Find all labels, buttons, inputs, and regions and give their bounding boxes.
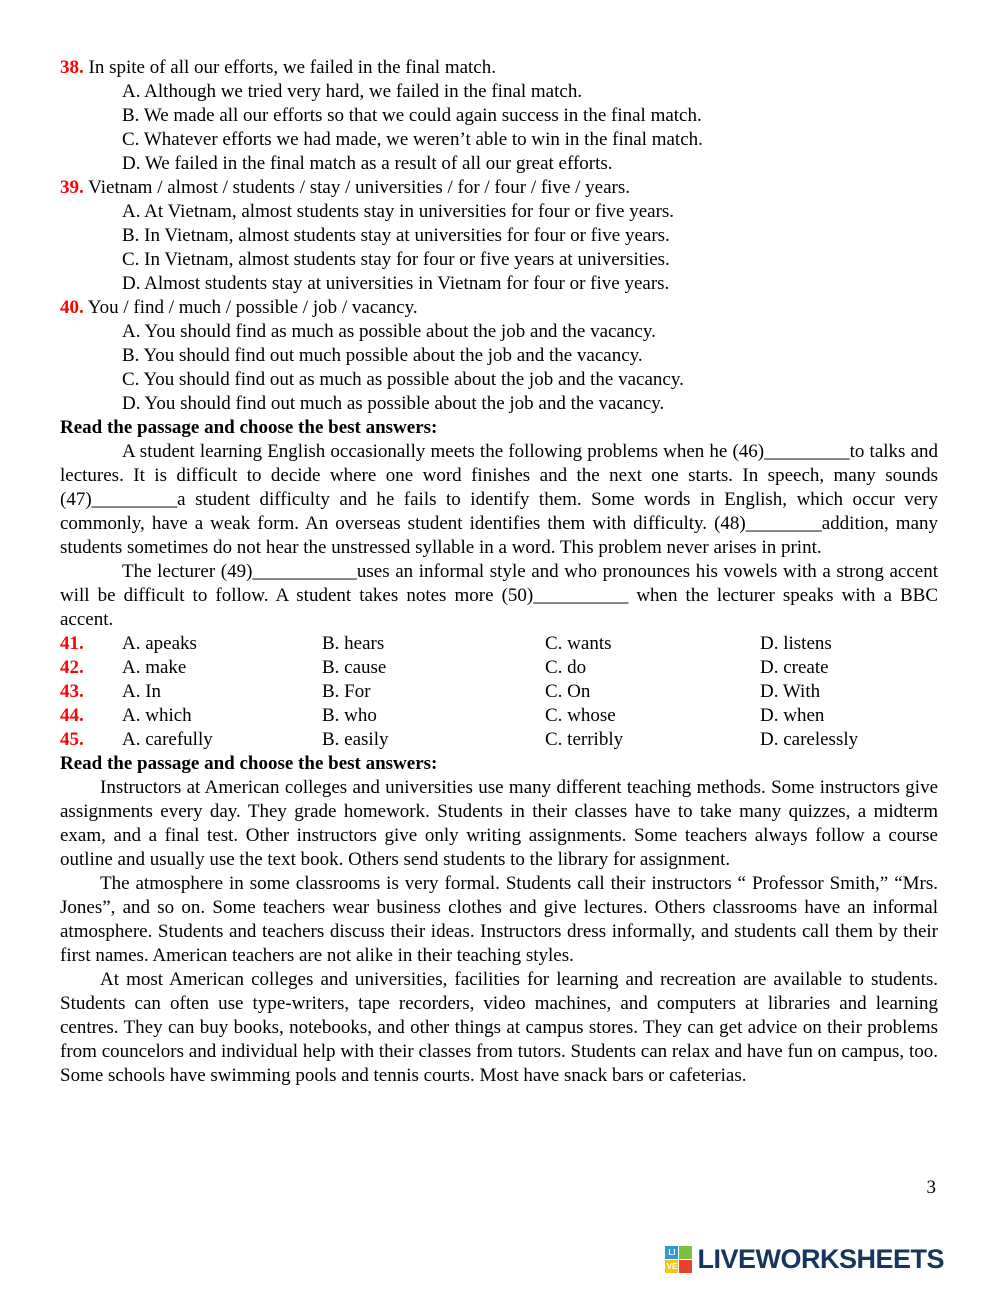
icon-square-red [679,1260,692,1273]
answer-option[interactable]: C. Whatever efforts we had made, we weren’t able to win in the final match. [122,129,703,150]
answer-option[interactable]: D. create [760,657,829,678]
answer-option[interactable]: B. We made all our efforts so that we could again success in the final match. [122,105,702,126]
passage-paragraph: A student learning English occasionally meets the following problems when he (46)_________to talks and lectures. It is difficult to decide where one word finishes and the next one starts. In speech, many sounds (47)_________a student difficulty and he fails to identify them. Some words in English, which occur very commonly, have a weak form. An overseas student identifies them with difficulty. (48)________addition, many students sometimes do not hear the unstressed syllable in a word. This problem never arises in print. [60,441,938,558]
answer-option[interactable]: D. You should find out much as possible about the job and the vacancy. [122,393,665,414]
answer-option[interactable]: B. who [322,705,377,726]
brand-wordmark: LIVEWORKSHEETS [697,1244,944,1274]
icon-square-yellow: VE [665,1260,678,1273]
liveworksheets-logo[interactable] [665,1246,944,1273]
question-number: 40. [60,297,84,318]
passage-paragraph: Instructors at American colleges and universities use many different teaching methods. Some instructors give assignments every day. They grade homework. Students in their classes have to take many quizzes, a midterm exam, and a final test. Other instructors give only writing assignments. Some teachers always follow a course outline and usually use the text book. Others send students to the library for assignment. [60,777,938,870]
question-stem [60,176,938,200]
question-stem-text: You / find / much / possible / job / vacancy. [87,297,418,318]
answer-option[interactable]: C. In Vietnam, almost students stay for four or five years at universities. [122,249,670,270]
answer-option[interactable]: D. With [760,681,821,702]
question-number: 45. [60,729,84,750]
icon-square-green [679,1246,692,1259]
question-number: 41. [60,633,84,654]
answer-option[interactable]: A. At Vietnam, almost students stay in universities for four or five years. [122,201,675,222]
answer-option[interactable]: B. easily [322,729,389,750]
answer-option[interactable]: D. listens [760,633,832,654]
answer-option[interactable]: C. wants [545,633,612,654]
answer-option[interactable]: A. make [122,657,187,678]
section-heading: Read the passage and choose the best answers: [60,753,438,774]
answer-option[interactable]: B. You should find out much possible about the job and the vacancy. [122,345,643,366]
answer-option[interactable]: D. We failed in the final match as a result of all our great efforts. [122,153,613,174]
answer-option[interactable]: C. terribly [545,729,624,750]
page-number: 3 [926,1177,936,1198]
section-heading: Read the passage and choose the best answers: [60,417,438,438]
question-39 [60,176,938,296]
answer-option[interactable]: C. do [545,657,587,678]
question-number: 39. [60,177,84,198]
question-stem [60,56,938,80]
answer-option[interactable]: D. Almost students stay at universities in Vietnam for four or five years. [122,273,670,294]
answer-option[interactable]: B. hears [322,633,385,654]
question-stem-text: Vietnam / almost / students / stay / universities / for / four / five / years. [88,177,631,198]
answer-option[interactable]: A. carefully [122,729,213,750]
question-stem [60,296,938,320]
answer-option[interactable]: C. You should find out as much as possible about the job and the vacancy. [122,369,684,390]
answer-option[interactable]: A. apeaks [122,633,197,654]
mcq-row-41 [60,632,938,656]
icon-square-blue: LI [665,1246,678,1259]
mcq-row-45 [60,728,938,752]
question-number: 38. [60,57,84,78]
mcq-row-44 [60,704,938,728]
answer-option[interactable]: B. In Vietnam, almost students stay at universities for four or five years. [122,225,670,246]
question-40 [60,296,938,416]
mcq-row-43 [60,680,938,704]
answer-option[interactable]: A. You should find as much as possible about the job and the vacancy. [122,321,656,342]
answer-option[interactable]: B. cause [322,657,387,678]
answer-option[interactable]: A. which [122,705,192,726]
question-number: 44. [60,705,84,726]
answer-option[interactable]: C. On [545,681,591,702]
answer-option[interactable]: D. when [760,705,825,726]
passage-paragraph: At most American colleges and universities, facilities for learning and recreation are available to students. Students can often use type-writers, tape recorders, video machines, and computers at libraries and learning centres. They can buy books, notebooks, and other things at campus stores. They can get advice on their problems from councelors and individual help with their classes from tutors. Students can relax and have fun on campus, too. Some schools have swimming pools and tennis courts. Most have snack bars or cafeterias. [60,969,938,1086]
answer-option[interactable]: A. In [122,681,162,702]
answer-option[interactable]: D. carelessly [760,729,859,750]
passage-paragraph: The atmosphere in some classrooms is very formal. Students call their instructors “ Professor Smith,” “Mrs. Jones”, and so on. Some teachers wear business clothes and give lectures. Others classrooms have an informal atmosphere. Students and teachers discuss their ideas. Instructors dress informally, and students call them by their first names. American teachers are not alike in their teaching styles. [60,873,938,966]
liveworksheets-icon [665,1246,692,1273]
question-number: 43. [60,681,84,702]
passage-paragraph: The lecturer (49)___________uses an informal style and who pronounces his vowels with a strong accent will be difficult to follow. A student takes notes more (50)__________ when the lecturer speaks with a BBC accent. [60,561,938,630]
question-stem-text: In spite of all our efforts, we failed in the final match. [88,57,496,78]
question-number: 42. [60,657,84,678]
question-38 [60,56,938,176]
answer-option[interactable]: C. whose [545,705,616,726]
answer-option[interactable]: B. For [322,681,371,702]
answer-option[interactable]: A. Although we tried very hard, we failed in the final match. [122,81,583,102]
mcq-row-42 [60,656,938,680]
